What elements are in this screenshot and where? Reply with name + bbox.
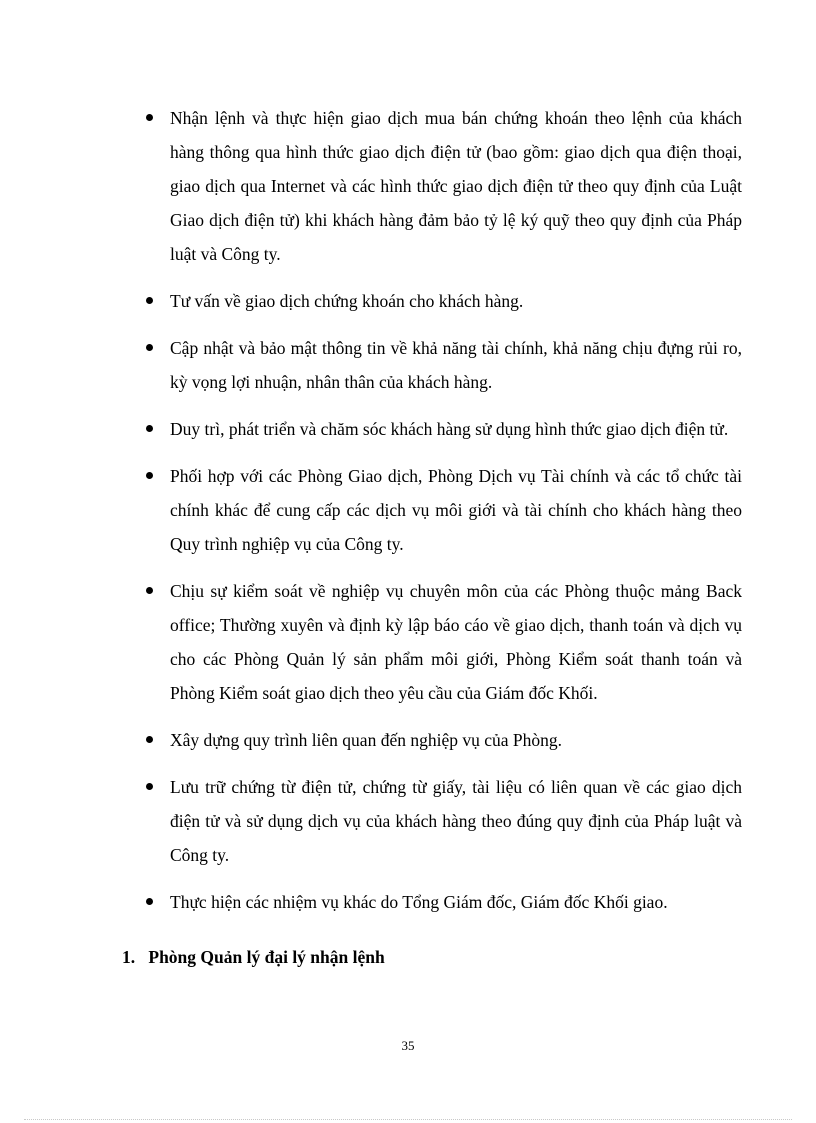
list-item bbox=[146, 723, 742, 757]
bullet-dot-icon bbox=[146, 736, 153, 743]
list-item-text: Duy trì, phát triển và chăm sóc khách hàng sử dụng hình thức giao dịch điện tử. bbox=[170, 419, 729, 439]
list-item-text: Thực hiện các nhiệm vụ khác do Tổng Giám đốc, Giám đốc Khối giao. bbox=[170, 892, 668, 912]
bullet-dot-icon bbox=[146, 472, 153, 479]
page-number: 35 bbox=[401, 1038, 415, 1053]
list-item bbox=[146, 885, 742, 919]
bullet-dot-icon bbox=[146, 425, 153, 432]
list-item-text: Phối hợp với các Phòng Giao dịch, Phòng Dịch vụ Tài chính và các tổ chức tài chính khác để cung cấp các dịch vụ môi giới và tài chính cho khách hàng theo Quy trình nghiệp vụ của Công ty. bbox=[170, 466, 742, 554]
list-item-text: Tư vấn về giao dịch chứng khoán cho khách hàng. bbox=[170, 291, 524, 311]
bullet-dot-icon bbox=[146, 297, 153, 304]
list-item bbox=[146, 459, 742, 561]
list-item bbox=[146, 412, 742, 446]
section-heading bbox=[122, 940, 385, 974]
section-number: 1. bbox=[122, 947, 136, 967]
bullet-dot-icon bbox=[146, 783, 153, 790]
list-item bbox=[146, 331, 742, 399]
bullet-dot-icon bbox=[146, 114, 153, 121]
list-item bbox=[146, 574, 742, 710]
section-title: Phòng Quản lý đại lý nhận lệnh bbox=[148, 947, 385, 967]
bullet-dot-icon bbox=[146, 898, 153, 905]
page-bottom-divider bbox=[24, 1119, 792, 1120]
duties-bullet-list bbox=[146, 101, 742, 932]
list-item bbox=[146, 284, 742, 318]
list-item-text: Nhận lệnh và thực hiện giao dịch mua bán chứng khoán theo lệnh của khách hàng thông qua hình thức giao dịch điện tử (bao gồm: giao dịch qua điện thoại, giao dịch qua Internet và các hình thức giao dịch điện tử theo quy định của Luật Giao dịch điện tử) khi khách hàng đảm bảo tỷ lệ ký quỹ theo quy định của Pháp luật và Công ty. bbox=[170, 108, 742, 264]
list-item-text: Chịu sự kiểm soát về nghiệp vụ chuyên môn của các Phòng thuộc mảng Back office; Thường xuyên và định kỳ lập báo cáo về giao dịch, thanh toán và dịch vụ cho các Phòng Quản lý sản phẩm môi giới, Phòng Kiểm soát thanh toán và Phòng Kiểm soát giao dịch theo yêu cầu của Giám đốc Khối. bbox=[170, 581, 742, 703]
list-item-text: Xây dựng quy trình liên quan đến nghiệp vụ của Phòng. bbox=[170, 730, 562, 750]
list-item-text: Lưu trữ chứng từ điện tử, chứng từ giấy, tài liệu có liên quan về các giao dịch điện tử và sử dụng dịch vụ của khách hàng theo đúng quy định của Pháp luật và Công ty. bbox=[170, 777, 742, 865]
list-item bbox=[146, 770, 742, 872]
bullet-dot-icon bbox=[146, 344, 153, 351]
bullet-dot-icon bbox=[146, 587, 153, 594]
list-item bbox=[146, 101, 742, 271]
list-item-text: Cập nhật và bảo mật thông tin về khả năng tài chính, khả năng chịu đựng rủi ro, kỳ vọng lợi nhuận, nhân thân của khách hàng. bbox=[170, 338, 742, 392]
